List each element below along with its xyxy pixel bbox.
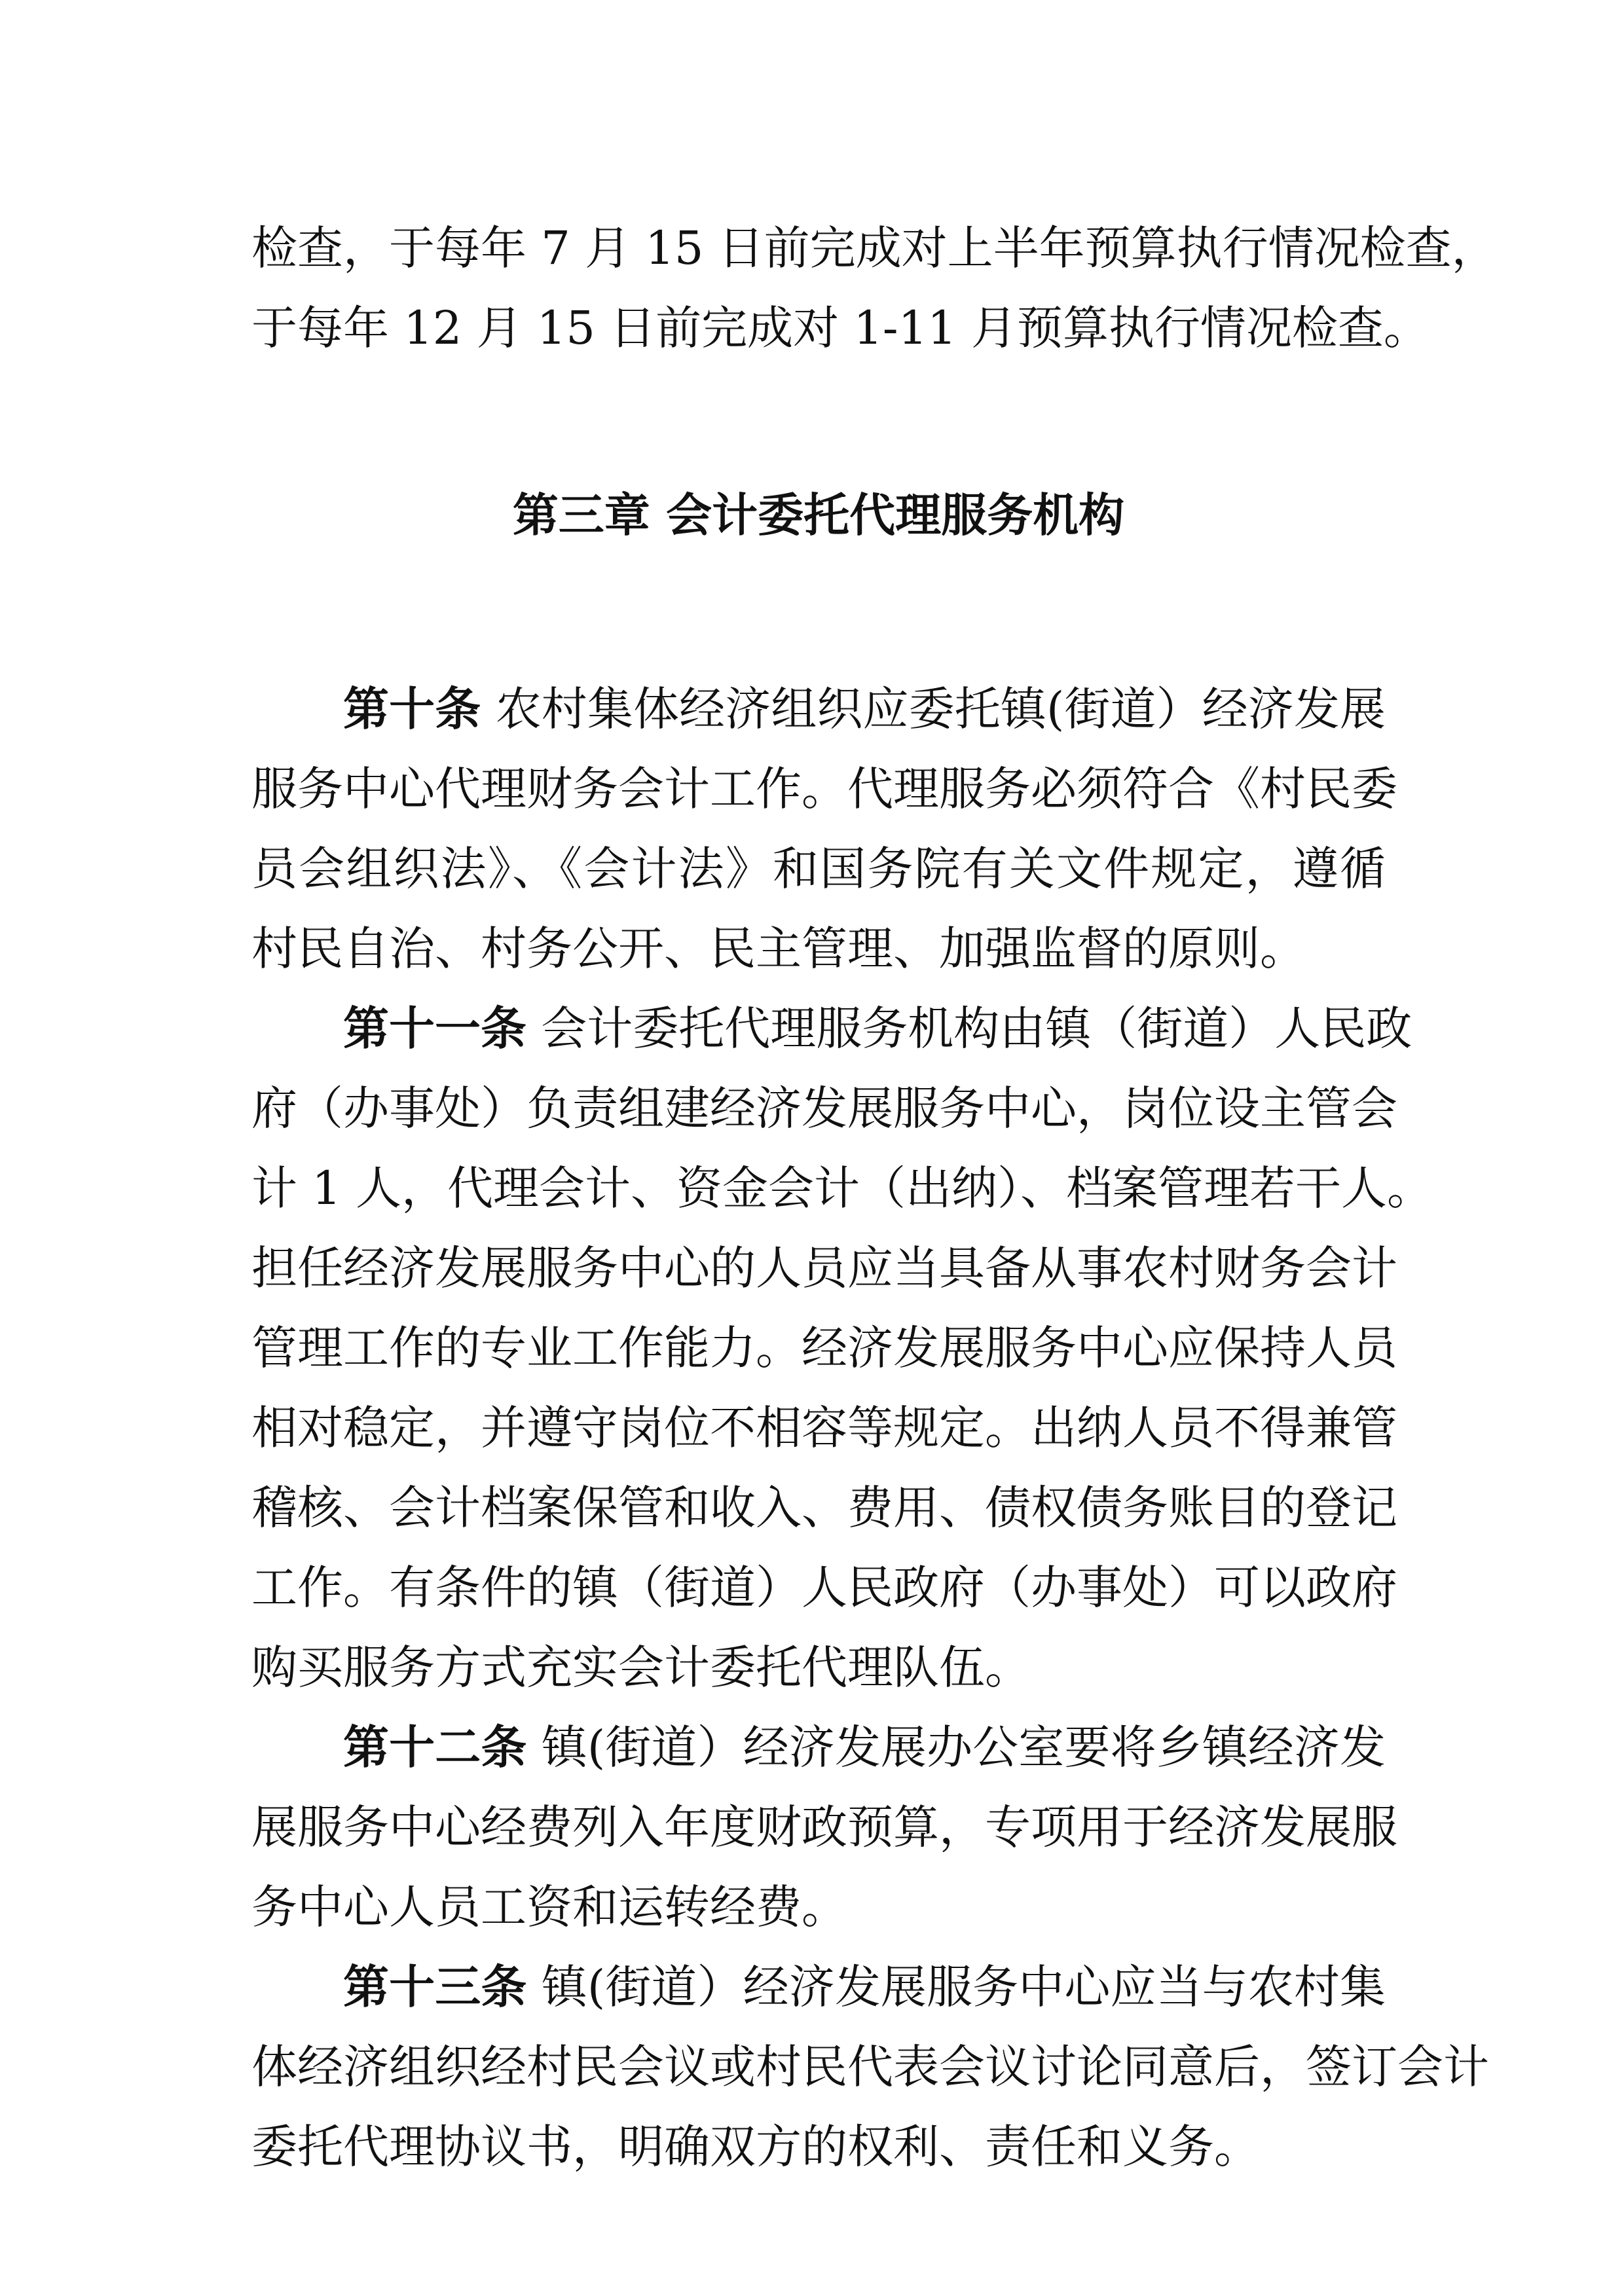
text-line [251,989,1412,1068]
text-line: 展服务中心经费列入年度财政预算，专项用于经济发展服 [251,1800,1397,1854]
chapter-title: 第三章 会计委托代理服务机构 [512,488,1125,542]
article-text: 会计委托代理服务机构由镇（街道）人民政 [541,1002,1412,1055]
article-11 [251,989,1433,1707]
article-heading: 第十三条 [343,1960,527,2014]
article-heading: 第十二条 [343,1721,527,1774]
text-line: 稽核、会计档案保管和收入、费用、债权债务账目的登记 [251,1481,1397,1535]
text-line: 体经济组织经村民会议或村民代表会议讨论同意后，签订会计 [251,2040,1489,2094]
text-line: 计 1 人，代理会计、资金会计（出纳）、档案管理若干人。 [251,1161,1433,1215]
text-line: 村民自治、村务公开、民主管理、加强监督的原则。 [251,922,1306,975]
text-line: 管理工作的专业工作能力。经济发展服务中心应保持人员 [251,1321,1397,1375]
text-line [251,1707,1386,1787]
text-line: 工作。有条件的镇（街道）人民政府（办事处）可以政府 [251,1561,1397,1614]
continuation-paragraph [251,208,1498,368]
text-line: 购买服务方式充实会计委托代理队伍。 [251,1641,1031,1694]
article-heading: 第十条 [343,682,481,736]
text-line [251,1947,1386,2027]
document-page [251,208,1498,2187]
article-text: 镇(街道）经济发展服务中心应当与农村集 [541,1960,1386,2014]
article-10 [251,669,1397,989]
text-line: 府（办事处）负责组建经济发展服务中心，岗位设主管会 [251,1082,1397,1135]
article-text: 镇(街道）经济发展办公室要将乡镇经济发 [541,1721,1386,1774]
text-line: 相对稳定，并遵守岗位不相容等规定。出纳人员不得兼管 [251,1401,1397,1455]
text-line [251,669,1386,749]
text-line: 员会组织法》、《会计法》和国务院有关文件规定，遵循 [251,842,1386,896]
text-line: 委托代理协议书，明确双方的权利、责任和义务。 [251,2120,1260,2174]
article-13 [251,1947,1489,2187]
text-line: 检查，于每年 7 月 15 日前完成对上半年预算执行情况检查， [251,221,1498,275]
text-line: 务中心人员工资和运转经费。 [251,1880,847,1934]
article-heading: 第十一条 [343,1002,526,1055]
text-line: 于每年 12 月 15 日前完成对 1-11 月预算执行情况检查。 [251,301,1430,355]
text-line: 担任经济发展服务中心的人员应当具备从事农村财务会计 [251,1241,1397,1295]
article-12 [251,1707,1397,1947]
text-line: 服务中心代理财务会计工作。代理服务必须符合《村民委 [251,762,1397,816]
article-text: 农村集体经济组织应委托镇(街道）经济发展 [495,682,1386,736]
